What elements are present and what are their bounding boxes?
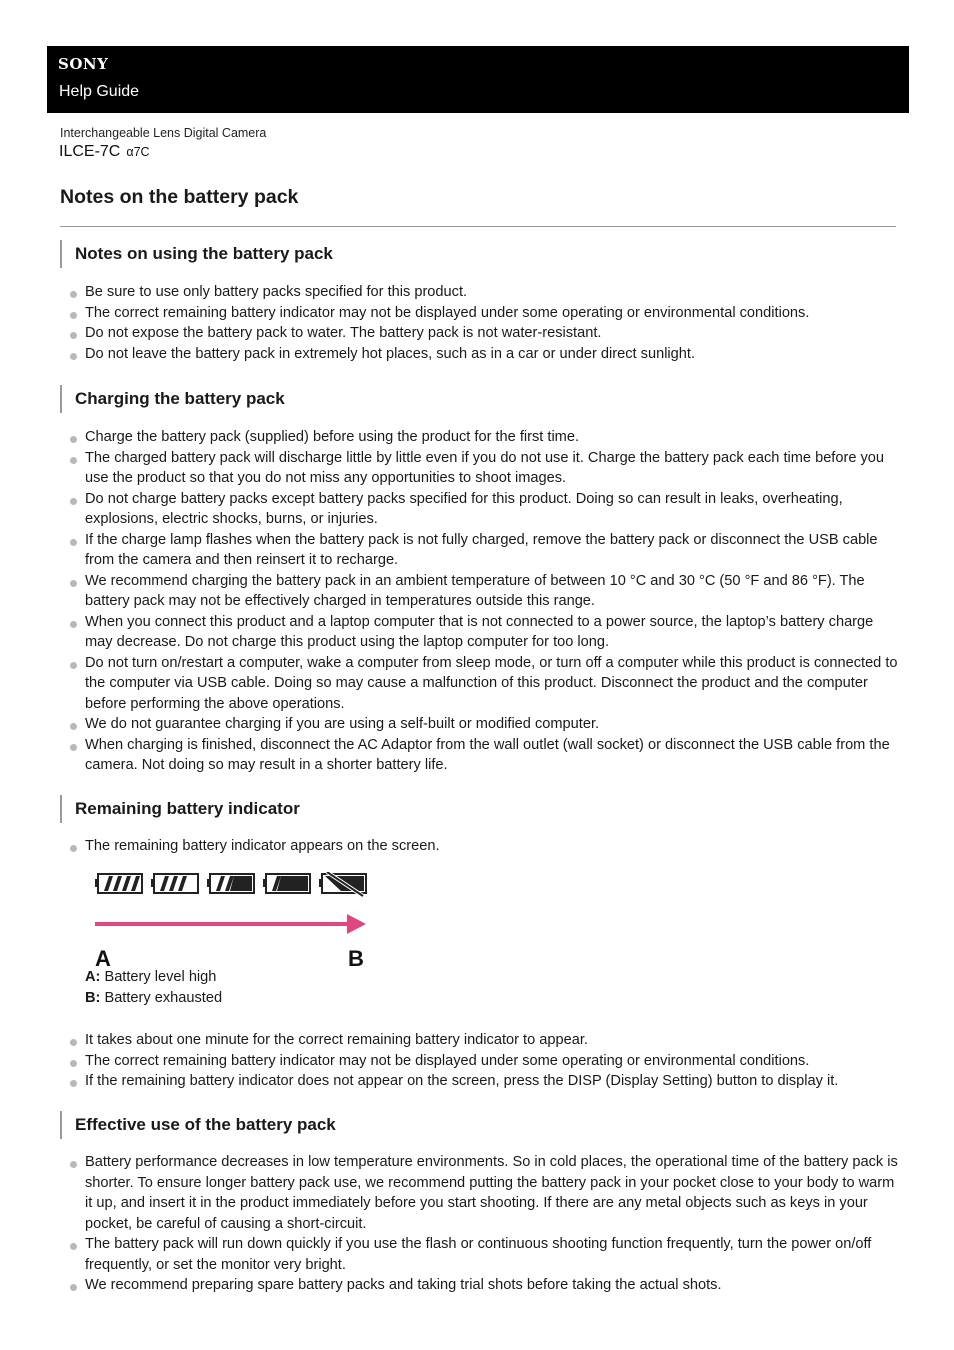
battery-indicator-figure	[93, 872, 373, 972]
section-heading-effective-use: Effective use of the battery pack	[60, 1111, 336, 1139]
list-item: We recommend charging the battery pack in an ambient temperature of between 10 °C and 30 °C (50 °F and 86 °F). The battery pack may not be effectively charged in temperatures outside this range.	[70, 571, 900, 612]
section-list-charging	[70, 427, 900, 776]
legend-key: A:	[85, 969, 101, 985]
page-title: Notes on the battery pack	[60, 186, 299, 208]
section-list-effective-use	[70, 1152, 900, 1296]
figure-legend	[85, 967, 222, 1009]
list-item: When you connect this product and a laptop computer that is not connected to a power source, the laptop’s battery charge may decrease. Do not charge this product using the laptop computer for too long.	[70, 612, 900, 653]
list-item: We do not guarantee charging if you are using a self-built or modified computer.	[70, 714, 900, 735]
list-item: Do not charge battery packs except battery packs specified for this product. Doing so can result in leaks, overheating, explosions, electric shocks, burns, or injuries.	[70, 489, 900, 530]
page-header	[47, 46, 909, 113]
section-heading-indicator: Remaining battery indicator	[60, 795, 300, 823]
help-guide-label: Help Guide	[59, 83, 140, 100]
list-item: The correct remaining battery indicator may not be displayed under some operating or environmental conditions.	[70, 303, 900, 324]
legend-item-a	[85, 967, 222, 988]
section-list-indicator	[70, 836, 900, 857]
battery-half-icon	[207, 874, 254, 893]
list-item: The remaining battery indicator appears on the screen.	[70, 836, 900, 857]
list-item: Battery performance decreases in low temperature environments. So in cold places, the operational time of the battery pack is shorter. To ensure longer battery pack use, we recommend putting the battery pack in your pocket close to your body to warm it up, and insert it in the product immediately before you start shooting. If there are any metal objects such as keys in your pocket, be careful of causing a short-circuit.	[70, 1152, 900, 1234]
list-item: Do not leave the battery pack in extremely hot places, such as in a car or under direct sunlight.	[70, 344, 900, 365]
section-list-using	[70, 282, 900, 364]
list-item: Be sure to use only battery packs specified for this product.	[70, 282, 900, 303]
battery-three-quarter-icon	[151, 874, 198, 893]
section-heading-charging: Charging the battery pack	[60, 385, 285, 413]
product-model	[59, 143, 150, 161]
legend-text: Battery exhausted	[100, 990, 223, 1006]
model-alias: α7C	[126, 145, 150, 159]
figure-label-b: B	[348, 946, 364, 971]
list-item: The correct remaining battery indicator may not be displayed under some operating or environmental conditions.	[70, 1051, 900, 1072]
list-item: If the charge lamp flashes when the battery pack is not fully charged, remove the battery pack or disconnect the USB cable from the camera and then reinsert it to recharge.	[70, 530, 900, 571]
sony-logo: SONY	[58, 55, 109, 73]
section-list-indicator-notes	[70, 1030, 900, 1092]
list-item: The battery pack will run down quickly if you use the flash or continuous shooting function frequently, turn the power on/off frequently, or set the monitor very bright.	[70, 1234, 900, 1275]
list-item: Do not turn on/restart a computer, wake a computer from sleep mode, or turn off a computer while this product is connected to the computer via USB cable. Doing so may cause a malfunction of this product. Disconnect the product and the computer before performing the above operations.	[70, 653, 900, 715]
battery-low-icon	[263, 874, 310, 893]
model-number: ILCE-7C	[59, 143, 121, 160]
legend-key: B:	[85, 990, 101, 1006]
product-type: Interchangeable Lens Digital Camera	[60, 126, 267, 140]
list-item: If the remaining battery indicator does not appear on the screen, press the DISP (Display Setting) button to display it.	[70, 1071, 900, 1092]
title-divider	[60, 226, 896, 227]
figure-label-a: A	[95, 946, 111, 971]
list-item: Charge the battery pack (supplied) before using the product for the first time.	[70, 427, 900, 448]
section-heading-using: Notes on using the battery pack	[60, 240, 333, 268]
list-item: When charging is finished, disconnect the AC Adaptor from the wall outlet (wall socket) or disconnect the USB cable from the camera. Not doing so may result in a shorter battery life.	[70, 735, 900, 776]
battery-full-icon	[95, 874, 142, 893]
list-item: It takes about one minute for the correct remaining battery indicator to appear.	[70, 1030, 900, 1051]
list-item: Do not expose the battery pack to water. The battery pack is not water-resistant.	[70, 323, 900, 344]
battery-exhausted-icon	[319, 872, 366, 896]
list-item: The charged battery pack will discharge little by little even if you do not use it. Charge the battery pack each time before you use the product so that you do not miss any opportunities to shoot images.	[70, 448, 900, 489]
legend-item-b	[85, 988, 222, 1009]
progress-arrow-head	[347, 914, 366, 934]
list-item: We recommend preparing spare battery packs and taking trial shots before taking the actual shots.	[70, 1275, 900, 1296]
legend-text: Battery level high	[100, 969, 217, 985]
